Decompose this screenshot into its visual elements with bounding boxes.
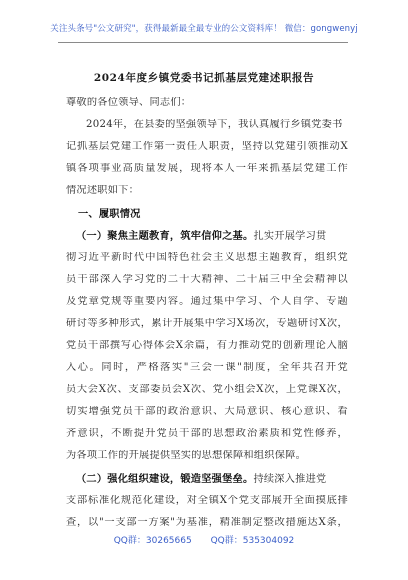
document-title: 2024年度乡镇党委书记抓基层党建述职报告 [93, 72, 315, 84]
intro-line: 镇各项事业高质量发展，现将本人一年来抓基层党建工作 [66, 163, 348, 174]
section-heading: 一、履职情况 [78, 208, 141, 220]
subsection-paragraph-start [66, 230, 348, 243]
salutation: 尊敬的各位领导、同志们： [66, 97, 192, 108]
body-text: 持续深入推进党 [253, 474, 327, 485]
body-line: 查，以"一支部一方案"为基准，精准制定整改措施达X条， [66, 517, 348, 528]
body-line: 为各项工作的开展提供坚实的思想保障和组织保障。 [66, 450, 307, 461]
header-divider [58, 42, 348, 43]
subsection-paragraph-start [66, 473, 348, 486]
subsection-heading: （二）强化组织建设，锻造坚强堡垒。 [76, 473, 254, 485]
body-line: 研讨等多种形式，累计开展集中学习X场次，专题研讨X次， [66, 318, 348, 329]
body-line: 切实增强党员干部的政治意识、大局意识、核心意识、看 [66, 406, 348, 417]
body-line: 齐意识，不断提升党员干部的思想政治素质和党性修养， [66, 428, 348, 439]
body-line: 员干部深入学习党的二十大精神、二十届三中全会精神以 [66, 274, 348, 285]
body-line: 支部标准化规范化建设，对全镇X个党支部展开全面摸底排 [66, 495, 348, 506]
body-line: 党员干部撰写心得体会X余篇，有力推动党的创新理论入脑 [66, 340, 348, 351]
intro-line: 情况述职如下： [66, 185, 140, 196]
body-line: 及党章党规等重要内容。通过集中学习、个人自学、专题 [66, 296, 348, 307]
footer-qq-groups [0, 533, 408, 546]
header-ad-text[interactable]: 关注头条号"公文研究"，获得最新最全最专业的公文资料库！ 微信：gongwenyj [50, 24, 358, 34]
subsection-heading: （一）聚焦主题教育，筑牢信仰之基。 [76, 230, 254, 242]
intro-line: 2024年，在县委的坚强领导下，我认真履行乡镇党委书 [86, 119, 343, 130]
body-line: 员大会X次、支部委员会X次、党小组会X次，上党课X次， [66, 384, 348, 395]
footer-qq-group-1[interactable]: QQ群：30265665 [113, 536, 192, 546]
body-line: 彻习近平新时代中国特色社会主义思想主题教育，组织党 [66, 252, 348, 263]
footer-qq-group-2[interactable]: QQ群：535304092 [210, 536, 295, 546]
body-text: 扎实开展学习贯 [253, 231, 327, 242]
body-line: 入心。同时，严格落实"三会一课"制度，全年共召开党 [66, 362, 348, 373]
intro-line: 记抓基层党建工作第一责任人职责，坚持以党建引领推动X [66, 141, 348, 152]
